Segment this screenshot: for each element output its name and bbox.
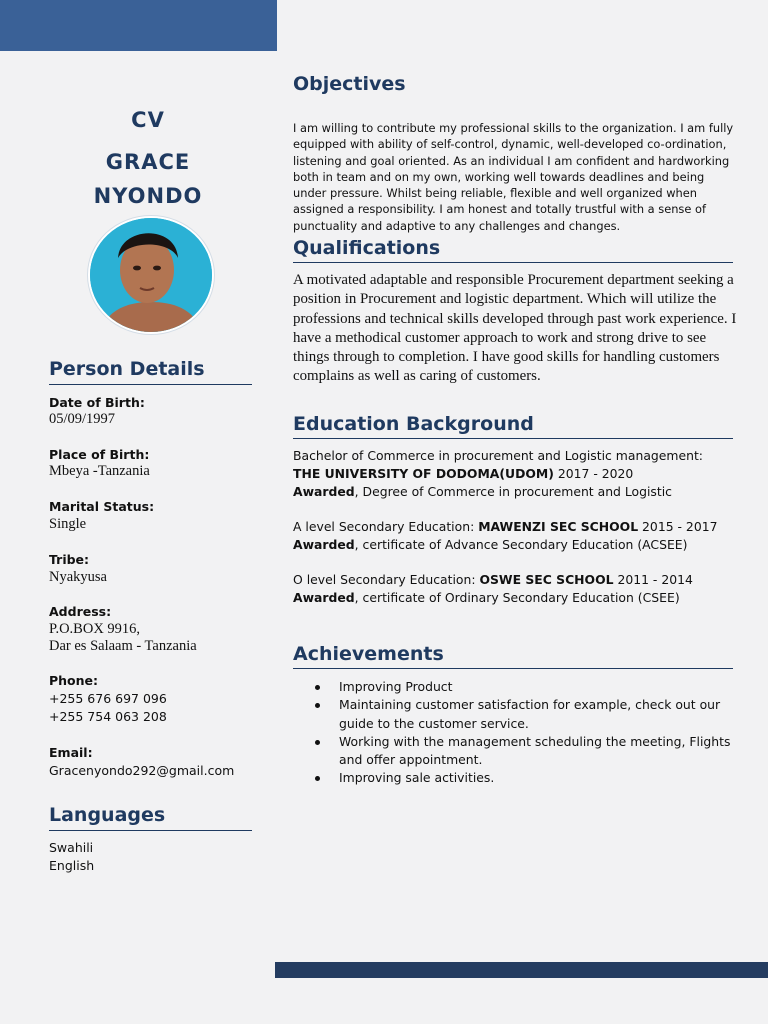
language-item: English [49,858,95,873]
pob-value: Mbeya -Tanzania [49,463,150,479]
education-program: A level Secondary Education: [293,519,479,534]
tribe-label: Tribe: [49,552,90,567]
education-institution: OSWE SEC SCHOOL [479,572,614,587]
education-institution: THE UNIVERSITY OF DODOMA(UDOM) [293,466,554,481]
pob-label: Place of Birth: [49,447,150,462]
address-label: Address: [49,604,112,619]
tribe-value: Nyakyusa [49,569,107,585]
qualifications-heading: Qualifications [293,237,733,263]
awarded-label: Awarded [293,537,355,552]
education-entry [293,447,738,501]
dob-label: Date of Birth: [49,395,145,410]
education-award: , certificate of Advance Secondary Education (ACSEE) [354,537,688,552]
education-award-line [293,589,738,607]
education-entry [293,571,738,607]
phone-2: +255 754 063 208 [49,709,167,724]
languages-heading: Languages [49,804,252,831]
education-award-line [293,536,738,554]
education-years: 2011 - 2014 [613,572,693,587]
awarded-label: Awarded [293,484,355,499]
education-program: Bachelor of Commerce in procurement and Logistic management: [293,448,703,463]
education-entry [293,518,738,554]
education-institution-line [293,518,738,536]
awarded-label: Awarded [293,590,355,605]
name-first: GRACE [105,150,191,174]
email-value: Gracenyondo292@gmail.com [49,763,235,778]
marital-status-label: Marital Status: [49,499,155,514]
person-details-heading: Person Details [49,358,252,385]
marital-status-value: Single [49,516,87,532]
name-last: NYONDO [93,184,203,208]
education-institution-line [293,465,738,483]
bottom-accent-bar [275,962,768,978]
achievement-item: Maintaining customer satisfaction for example, check out our guide to the customer service. [293,696,738,733]
address-line-2: Dar es Salaam - Tanzania [49,638,197,654]
dob-value: 05/09/1997 [49,411,116,427]
achievements-heading: Achievements [293,643,733,669]
profile-photo [88,216,214,334]
language-item: Swahili [49,840,94,855]
phone-1: +255 676 697 096 [49,691,167,706]
achievements-list [293,678,738,788]
objectives-text: I am willing to contribute my professional skills to the organization. I am fully equipped with ability of self-control, dynamic, well-developed co-ordination, listening and goal oriented. As an individual I am confident and hardworking both in team and on my own, working well towards deadlines and being under pressure. Whilst being reliable, flexible and well organized when assigned a responsibility. I am honest and totally trustful with a sense of punctuality and adaptive to any challenges and changes. [293,121,734,233]
education-heading: Education Background [293,413,733,439]
objectives-heading: Objectives [293,73,406,95]
achievement-item: Working with the management scheduling the meeting, Flights and offer appointment. [293,733,738,770]
top-accent-bar [0,0,277,51]
education-award: , certificate of Ordinary Secondary Education (CSEE) [354,590,680,605]
address-line-1: P.O.BOX 9916, [49,621,141,637]
education-years: 2017 - 2020 [553,466,634,481]
education-award: , Degree of Commerce in procurement and Logistic [354,484,672,499]
achievement-item: Improving Product [293,678,738,696]
achievement-item: Improving sale activities. [293,769,738,787]
education-award-line [293,483,738,501]
education-institution-line [293,571,738,589]
cv-label: CV [131,108,165,132]
education-program: O level Secondary Education: [293,572,480,587]
phone-label: Phone: [49,673,99,688]
education-years: 2015 - 2017 [638,519,718,534]
email-label: Email: [49,745,93,760]
qualifications-text: A motivated adaptable and responsible Procurement department seeking a position in Procurement and logistic department. Which will utilize the professions and technical skills developed through past work experience. I have a methodical customer approach to work and strong drive to see things through to completion. I have good skills for handling customers complains as well as caring of customers. [293,272,737,385]
education-institution: MAWENZI SEC SCHOOL [478,519,639,534]
